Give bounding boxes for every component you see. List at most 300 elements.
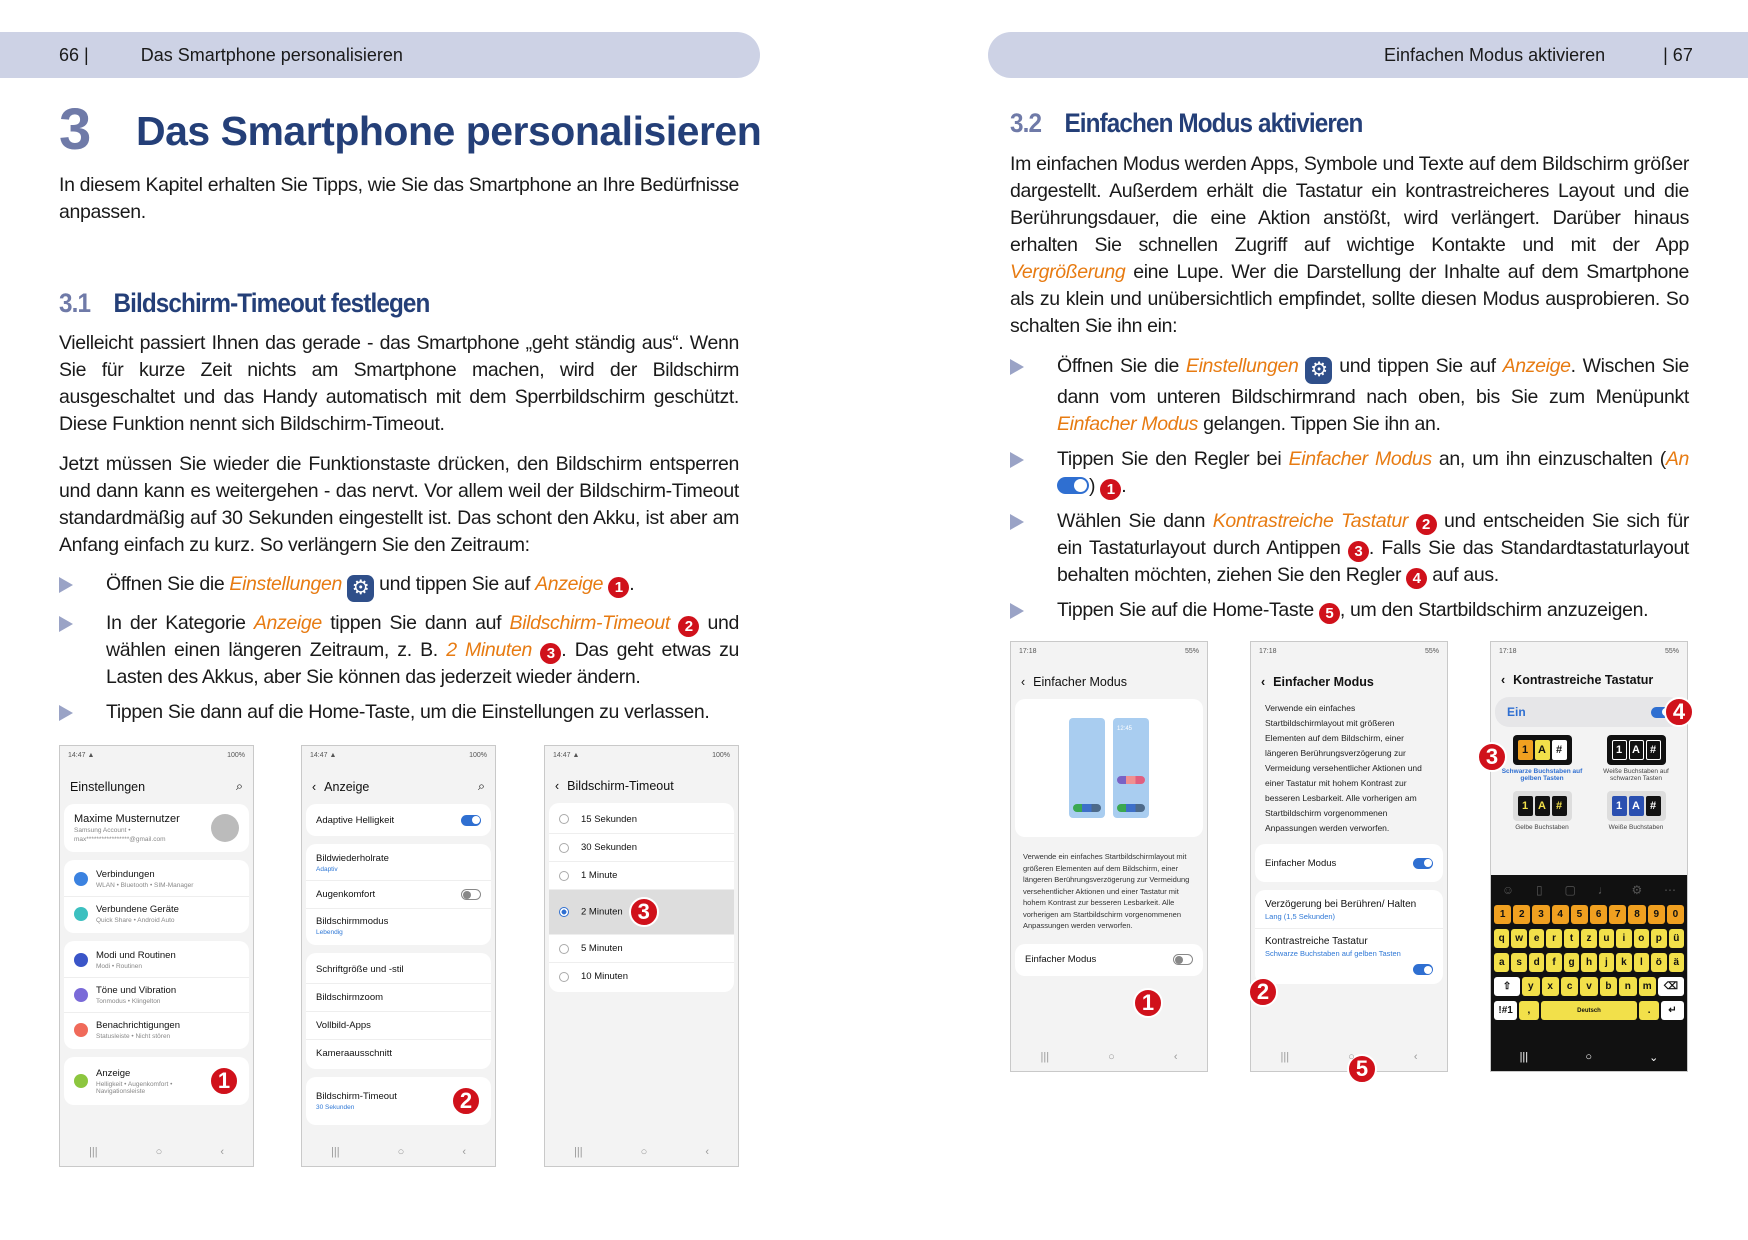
back-icon[interactable]: ‹	[1501, 673, 1506, 687]
key[interactable]: o	[1634, 929, 1649, 948]
right-page-header	[988, 32, 1748, 78]
key[interactable]: 5	[1571, 905, 1588, 924]
key[interactable]: 4	[1552, 905, 1569, 924]
settings-category-icon	[74, 1074, 88, 1088]
symbols-key[interactable]: !#1	[1494, 1001, 1517, 1020]
row-value: Schwarze Buchstaben auf gelben Tasten	[1265, 949, 1401, 958]
radio-button[interactable]	[559, 871, 569, 881]
toggle-switch[interactable]	[461, 815, 481, 826]
step-item	[59, 610, 739, 691]
phone-display-screen	[301, 745, 496, 1167]
settings-item[interactable]	[306, 1039, 491, 1067]
status-bar	[60, 746, 253, 765]
key[interactable]: d	[1529, 953, 1544, 972]
search-icon[interactable]: ⌕	[477, 779, 485, 793]
emoji-icon[interactable]: ☺	[1501, 883, 1515, 897]
layout-preview	[1607, 791, 1666, 821]
settings-item[interactable]	[306, 1011, 491, 1039]
easy-mode-toggle[interactable]	[1173, 954, 1193, 965]
settings-item[interactable]	[306, 1079, 491, 1123]
item-subtitle: 30 Sekunden	[316, 1104, 355, 1111]
recents-icon[interactable]: |||	[1040, 1051, 1050, 1063]
key[interactable]: 8	[1628, 905, 1645, 924]
key[interactable]: u	[1599, 929, 1614, 948]
text-run: Öffnen Sie die	[1057, 355, 1186, 377]
home-icon[interactable]: ○	[1585, 1051, 1592, 1063]
key[interactable]: b	[1600, 977, 1617, 996]
settings-item[interactable]	[64, 977, 249, 1012]
option-caption: Gelbe Buchstaben	[1515, 824, 1569, 831]
comma-key[interactable]: ,	[1519, 1001, 1538, 1020]
callout-badge: 3	[629, 897, 659, 927]
step-item	[1010, 597, 1689, 624]
recents-icon[interactable]: |||	[1280, 1051, 1290, 1063]
preview-key: 1	[1518, 796, 1533, 816]
screen-title-text: Einfacher Modus	[1273, 675, 1374, 689]
preview-key: 1	[1612, 740, 1627, 760]
recents-icon[interactable]: |||	[574, 1146, 583, 1158]
settings-item[interactable]	[64, 1059, 249, 1103]
text-run: tippen Sie dann auf	[321, 612, 510, 634]
key[interactable]: i	[1616, 929, 1631, 948]
settings-item[interactable]	[64, 943, 249, 977]
screen-title	[60, 765, 253, 804]
bullet-triangle-icon	[59, 616, 73, 632]
settings-item[interactable]	[306, 983, 491, 1011]
screen-title-text: Anzeige	[324, 779, 370, 794]
left-page-header	[0, 32, 760, 78]
item-text	[316, 889, 461, 900]
space-key[interactable]: Deutsch	[1541, 1001, 1638, 1020]
callout-badge: 2	[451, 1086, 481, 1116]
profile-card[interactable]	[64, 804, 249, 852]
settings-item[interactable]	[549, 861, 734, 889]
settings-category-icon	[74, 872, 88, 886]
gear-icon[interactable]: ⚙	[1631, 883, 1643, 897]
layout-preview	[1513, 791, 1572, 821]
step-list	[1010, 353, 1689, 632]
row-label: Verzögerung bei Berühren/ Halten	[1265, 899, 1417, 910]
status-battery: 100%	[712, 752, 730, 759]
keyboard-layout-option[interactable]	[1497, 791, 1587, 832]
item-subtitle: Helligkeit • Augenkomfort • Navigationsleiste	[96, 1080, 173, 1095]
settings-category-icon	[74, 988, 88, 1002]
key[interactable]: l	[1634, 953, 1649, 972]
text-run: )	[1089, 475, 1101, 497]
item-label: Anzeige	[96, 1067, 131, 1079]
touch-delay-row[interactable]	[1255, 892, 1443, 928]
keyboard-layout-option[interactable]	[1497, 735, 1587, 783]
settings-item[interactable]	[549, 889, 734, 934]
key[interactable]: c	[1561, 977, 1578, 996]
option-caption: Weiße Buchstaben auf schwarzen Tasten	[1603, 768, 1669, 782]
key[interactable]: 7	[1609, 905, 1626, 924]
menu-reference: Anzeige	[253, 612, 322, 634]
text-run: .	[1121, 475, 1127, 497]
bullet-triangle-icon	[1010, 514, 1024, 530]
section-heading	[1010, 108, 1362, 139]
key[interactable]: 9	[1648, 905, 1665, 924]
screen-title-text: Bildschirm-Timeout	[567, 779, 674, 793]
easy-mode-toggle[interactable]	[1413, 858, 1433, 869]
item-label: Augenkomfort	[316, 889, 376, 900]
recents-icon[interactable]: |||	[1519, 1051, 1529, 1063]
profile-account: Samsung Account •	[74, 827, 131, 834]
chapter-intro: In diesem Kapitel erhalten Sie Tipps, wie Sie das Smartphone an Ihre Bedürfnisse anpassen.	[59, 174, 739, 223]
preview-key: A	[1629, 796, 1644, 816]
item-label: Benachrichtigungen	[96, 1020, 180, 1031]
easy-mode-row[interactable]	[1255, 844, 1443, 882]
navigation-bar	[302, 1138, 495, 1166]
item-label: Modi und Routinen	[96, 950, 176, 961]
text-run: und tippen Sie auf	[374, 573, 536, 595]
text-run: und wählen einen längeren Zeitraum, z. B.	[106, 612, 740, 661]
screen-title	[302, 765, 495, 804]
search-icon[interactable]: ⌕	[235, 779, 243, 793]
item-label: Adaptive Helligkeit	[316, 814, 395, 826]
preview-key: A	[1629, 740, 1644, 760]
preview-card	[1015, 699, 1203, 837]
item-text	[581, 943, 724, 954]
status-time: 14:47 ▲	[553, 752, 580, 759]
back-icon[interactable]: ‹	[1261, 675, 1266, 689]
settings-item[interactable]	[549, 833, 734, 861]
item-subtitle: WLAN • Bluetooth • SIM-Manager	[96, 882, 194, 889]
text-run: Tippen Sie den Regler bei	[1057, 448, 1289, 470]
text-run	[532, 639, 540, 661]
home-icon[interactable]: ○	[155, 1146, 163, 1158]
screen-title	[1251, 661, 1447, 699]
callout-badge: 4	[1664, 697, 1694, 727]
description: Verwende ein einfaches Startbildschirmlayout mit größeren Elementen auf dem Bildschirm, einer längeren Berührungsverzögerung zur Vermeidung versehentlicher Aktionen und einer Tastatur mit hohem Kontrast zur besseren Lesbarkeit. Alle vorherigen am Startbildschirm vorgenommenen Anpassungen werden verworfen.	[1265, 703, 1422, 833]
section-number: 3.2	[1010, 108, 1042, 138]
enter-key[interactable]: ↵	[1661, 1001, 1684, 1020]
item-label: Töne und Vibration	[96, 985, 177, 996]
callout-badge: 1	[1100, 479, 1121, 500]
item-subtitle: Tonmodus • Klingelton	[96, 998, 161, 1005]
item-text	[96, 869, 239, 889]
item-text	[581, 897, 724, 927]
bullet-triangle-icon	[59, 577, 73, 593]
item-label: Schriftgröße und -stil	[316, 963, 404, 975]
step-item	[1010, 446, 1689, 500]
status-battery: 100%	[227, 752, 245, 759]
preview-easy-widgets	[1113, 718, 1149, 818]
status-bar	[1491, 642, 1687, 661]
item-label: 1 Minute	[581, 870, 618, 881]
preview-key: A	[1535, 796, 1550, 816]
section-number: 3.1	[59, 288, 91, 318]
key[interactable]: g	[1564, 953, 1579, 972]
item-label: 10 Minuten	[581, 971, 629, 982]
key[interactable]: s	[1511, 953, 1526, 972]
description: Verwende ein einfaches Startbildschirmlayout mit größeren Elementen auf dem Bildschirm, einer längeren Berührungsverzögerung zur Vermeidung versehentlicher Aktionen und einer Tastatur mit hohem Kontrast zur besseren Lesbarkeit. Alle vorherigen am Startbildschirm vorgenommenen Anpassungen werden verworfen.	[1023, 852, 1190, 930]
item-text	[316, 916, 481, 936]
step-text	[1057, 353, 1689, 438]
text-run	[1408, 510, 1416, 532]
settings-item[interactable]	[306, 846, 491, 880]
settings-item[interactable]	[306, 806, 491, 834]
back-icon[interactable]: ‹	[1413, 1051, 1418, 1063]
item-text	[96, 904, 239, 924]
text-run: Im einfachen Modus werden Apps, Symbole und Texte auf dem Bildschirm größer dargestellt. Außerdem erhält die Tastatur ein kontrastreicheres Layout und die Berührungsdauer, die eine Aktion anstößt, wird verlängert. Darüber hinaus erhalten Sie schnellen Zugriff auf wichtige Kontakte und mit der App	[1010, 153, 1689, 256]
settings-group	[64, 1057, 249, 1105]
status-time: 14:47 ▲	[310, 752, 337, 759]
on-label: Ein	[1507, 705, 1526, 719]
text-run: Öffnen Sie die	[106, 573, 230, 595]
back-icon[interactable]: ‹	[1021, 675, 1026, 689]
settings-item[interactable]	[64, 896, 249, 931]
text-run	[1298, 355, 1305, 377]
settings-item[interactable]	[306, 955, 491, 983]
key[interactable]: t	[1564, 929, 1579, 948]
contrast-keyboard-row[interactable]	[1255, 928, 1443, 982]
clipboard-icon[interactable]: ▯	[1536, 883, 1543, 897]
settings-item[interactable]	[306, 880, 491, 908]
key[interactable]: v	[1580, 977, 1597, 996]
item-text	[96, 950, 239, 970]
settings-group	[306, 953, 491, 1069]
step-item	[59, 571, 739, 602]
back-icon[interactable]: ‹	[220, 1146, 224, 1158]
home-icon[interactable]: ○	[1348, 1051, 1355, 1063]
settings-item[interactable]	[64, 1012, 249, 1047]
step-text	[106, 699, 739, 726]
key[interactable]: f	[1546, 953, 1561, 972]
text-run: und entscheiden Sie sich für ein Tastaturlayout durch Antippen	[1057, 510, 1689, 559]
navigation-bar	[1011, 1043, 1207, 1071]
key[interactable]: k	[1616, 953, 1631, 972]
status-battery: 55%	[1424, 648, 1439, 655]
keyboard	[1491, 875, 1687, 1071]
period-key[interactable]: .	[1639, 1001, 1658, 1020]
key[interactable]: p	[1651, 929, 1666, 948]
key[interactable]: 3	[1532, 905, 1549, 924]
settings-item[interactable]	[306, 908, 491, 943]
phone-easy-mode-off-screen	[1010, 641, 1208, 1072]
key[interactable]: ä	[1669, 953, 1684, 972]
item-text	[581, 971, 724, 982]
easy-mode-row[interactable]	[1015, 944, 1203, 976]
toggle-switch[interactable]	[461, 889, 481, 900]
item-label: Verbindungen	[96, 869, 155, 880]
key[interactable]: 2	[1513, 905, 1530, 924]
menu-reference: 2 Minuten	[446, 639, 532, 661]
row-label: Einfacher Modus	[1265, 857, 1337, 869]
menu-reference: Kontrastreiche Tastatur	[1212, 510, 1408, 532]
back-icon[interactable]: ‹	[555, 779, 560, 793]
status-time: 17:18	[1499, 648, 1517, 655]
row-label: Kontrastreiche Tastatur	[1265, 936, 1368, 947]
option-caption: Weiße Buchstaben	[1608, 824, 1664, 831]
key[interactable]: r	[1546, 929, 1561, 948]
back-icon[interactable]: ‹	[705, 1146, 709, 1158]
callout-badge: 2	[1248, 977, 1278, 1007]
item-subtitle: Lebendig	[316, 929, 343, 936]
menu-reference: An	[1665, 448, 1690, 470]
back-icon[interactable]: ‹	[312, 779, 317, 794]
backspace-key[interactable]: ⌫	[1658, 977, 1684, 996]
radio-button[interactable]	[559, 814, 569, 824]
item-text	[316, 1020, 481, 1031]
preview-key: 1	[1518, 740, 1533, 760]
step-item	[59, 699, 739, 726]
item-text	[316, 964, 481, 975]
item-label: 15 Sekunden	[581, 813, 637, 825]
callout-badge: 1	[209, 1066, 239, 1096]
running-title: Das Smartphone personalisieren	[140, 44, 403, 65]
status-bar	[1251, 642, 1447, 661]
back-icon[interactable]: ‹	[1173, 1051, 1178, 1063]
phone-timeout-screen	[544, 745, 739, 1167]
step-list	[59, 571, 739, 734]
menu-reference: Anzeige	[1502, 355, 1571, 377]
layout-options	[1491, 727, 1687, 832]
status-battery: 55%	[1664, 648, 1679, 655]
key[interactable]: m	[1639, 977, 1656, 996]
step-text	[1057, 508, 1689, 589]
key[interactable]: j	[1599, 953, 1614, 972]
key[interactable]: ö	[1651, 953, 1666, 972]
screen-title	[545, 765, 738, 803]
settings-group	[306, 844, 491, 945]
screen-title-text: Kontrastreiche Tastatur	[1513, 673, 1654, 687]
status-time: 14:47 ▲	[68, 752, 95, 759]
hide-icon[interactable]: ⌄	[1649, 1051, 1659, 1064]
key[interactable]: y	[1522, 977, 1539, 996]
settings-item[interactable]	[549, 805, 734, 833]
status-bar	[302, 746, 495, 765]
screen-title	[1011, 661, 1207, 699]
item-text	[316, 853, 481, 873]
mode-icon[interactable]: ▢	[1564, 883, 1576, 897]
settings-group	[64, 860, 249, 933]
text-run: . Wischen Sie dann vom unteren Bildschirmrand nach oben, bis Sie zum Menüpunkt	[1057, 355, 1689, 408]
item-label: Bildschirmzoom	[316, 992, 384, 1003]
item-subtitle: Statusleiste • Nicht stören	[96, 1033, 171, 1040]
step-text	[106, 610, 739, 691]
settings-group	[549, 803, 734, 992]
on-row[interactable]	[1495, 697, 1683, 727]
radio-button[interactable]	[559, 944, 569, 954]
settings-category-icon	[74, 953, 88, 967]
text-run: Wählen Sie dann	[1057, 510, 1213, 532]
bullet-triangle-icon	[1010, 603, 1024, 619]
radio-button[interactable]	[559, 972, 569, 982]
navigation-bar	[545, 1138, 738, 1166]
settings-item[interactable]	[64, 862, 249, 896]
text-run: Tippen Sie auf die Home-Taste	[1057, 599, 1319, 621]
screen-title-text: Einfacher Modus	[1033, 675, 1127, 689]
radio-button[interactable]	[559, 843, 569, 853]
item-subtitle: Adaptiv	[316, 866, 338, 873]
settings-item[interactable]	[549, 934, 734, 962]
radio-button[interactable]	[559, 907, 569, 917]
preview-easy-home	[1069, 718, 1105, 818]
callout-badge: 5	[1347, 1054, 1377, 1084]
callout-badge: 5	[1319, 603, 1340, 624]
item-text	[96, 985, 239, 1005]
settings-group	[306, 804, 491, 836]
home-icon[interactable]: ○	[1108, 1051, 1115, 1063]
keyboard-layout-option[interactable]	[1591, 791, 1681, 832]
screen-title-text: Einstellungen	[70, 779, 146, 794]
item-text	[581, 842, 724, 853]
profile-name: Maxime Musternutzer	[74, 813, 180, 825]
item-text	[96, 1068, 203, 1095]
preview-clock: 12:45	[1117, 726, 1133, 732]
bullet-triangle-icon	[1010, 452, 1024, 468]
settings-group	[306, 1077, 491, 1125]
step-item	[1010, 353, 1689, 438]
item-label: Bildschirmmodus	[316, 916, 389, 927]
home-icon[interactable]: ○	[397, 1146, 405, 1158]
key[interactable]: 0	[1667, 905, 1684, 924]
menu-reference: Einfacher Modus	[1057, 413, 1199, 435]
page-number: | 67	[1663, 44, 1693, 65]
running-title: Einfachen Modus aktivieren	[1384, 44, 1606, 65]
keyboard-layout-option[interactable]	[1591, 735, 1681, 783]
menu-reference: Bildschirm-Timeout	[509, 612, 670, 634]
chapter-title: Das Smartphone personalisieren	[136, 108, 762, 154]
status-battery: 55%	[1184, 648, 1199, 655]
paragraph: Jetzt müssen Sie wieder die Funktionstaste drücken, den Bildschirm entsperren und dann kann es weitergehen - das nervt. Vor allem weil der Bildschirm-Timeout standardmäßig auf 30 Sekunden eingestellt ist. Das schont den Akku, ist aber am Anfang einfach zu kurz. So verlängern Sie den Zeitraum:	[59, 453, 739, 556]
key[interactable]: 6	[1590, 905, 1607, 924]
key[interactable]: x	[1542, 977, 1559, 996]
preview-key: A	[1535, 740, 1550, 760]
item-text	[316, 1091, 445, 1111]
bullet-triangle-icon	[59, 705, 73, 721]
item-subtitle: Quick Share • Android Auto	[96, 917, 175, 924]
key[interactable]: z	[1581, 929, 1596, 948]
callout-badge: 3	[540, 643, 561, 664]
settings-group	[64, 941, 249, 1049]
recents-icon[interactable]: |||	[331, 1146, 340, 1158]
item-text	[96, 1020, 239, 1040]
shift-key[interactable]: ⇧	[1494, 977, 1520, 996]
text-run: gelangen. Tippen Sie ihn an.	[1198, 413, 1441, 435]
key[interactable]: a	[1494, 953, 1509, 972]
menu-reference: Einfacher Modus	[1288, 448, 1432, 470]
status-time: 17:18	[1019, 648, 1037, 655]
item-text	[581, 870, 724, 881]
key[interactable]: h	[1581, 953, 1596, 972]
status-bar	[1011, 642, 1207, 661]
key[interactable]: n	[1619, 977, 1636, 996]
key[interactable]: q	[1494, 929, 1509, 948]
key[interactable]: e	[1529, 929, 1544, 948]
menu-reference: Vergrößerung	[1010, 261, 1126, 283]
text-run: . Das geht etwas zu Lasten des Akkus, aber Sie können das jederzeit wieder ändern.	[106, 639, 739, 688]
contrast-keyboard-toggle[interactable]	[1413, 964, 1433, 975]
key[interactable]: w	[1511, 929, 1526, 948]
navigation-bar	[60, 1138, 253, 1166]
keyboard-row	[1491, 953, 1687, 972]
home-icon[interactable]: ○	[640, 1146, 648, 1158]
settings-category-icon	[74, 907, 88, 921]
mic-icon[interactable]: ♩	[1597, 883, 1610, 897]
text-run	[670, 612, 678, 634]
key[interactable]: 1	[1494, 905, 1511, 924]
more-icon[interactable]: ⋯	[1664, 883, 1677, 897]
menu-reference: Einstellungen	[229, 573, 342, 595]
key[interactable]: ü	[1669, 929, 1684, 948]
recents-icon[interactable]: |||	[89, 1146, 98, 1158]
settings-item[interactable]	[549, 962, 734, 990]
paragraph	[1010, 151, 1689, 340]
back-icon[interactable]: ‹	[462, 1146, 466, 1158]
callout-badge: 2	[678, 616, 699, 637]
